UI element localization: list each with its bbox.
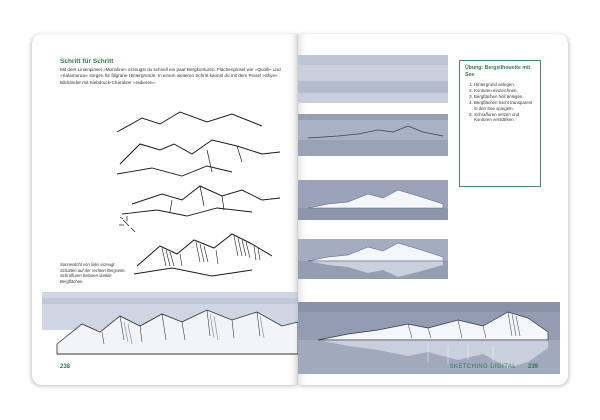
step-panel-3 bbox=[298, 180, 448, 220]
page-number-left: 238 bbox=[60, 364, 71, 370]
exercise-step: 3. Bergflächen hell anlegen. bbox=[474, 94, 535, 100]
exercise-title: Übung: Bergsilhouette mit See bbox=[465, 65, 531, 78]
step-panel-5 bbox=[298, 302, 560, 374]
figure-caption: Sonnenlicht von links erzeugt Schatten auf der rechten Bergseite. Schraffuren betonen dunkle Bergflächen. bbox=[60, 262, 126, 284]
exercise-step: 5. Schraffuren setzen und Konturen verstärken. bbox=[474, 112, 535, 124]
exercise-step: 1. Hintergrund anlegen. bbox=[474, 82, 535, 88]
step-panel-1 bbox=[298, 55, 448, 103]
section-heading: Schritt für Schritt bbox=[60, 58, 114, 65]
left-page bbox=[32, 34, 298, 385]
right-page bbox=[298, 34, 568, 385]
large-mountain-sketch bbox=[42, 292, 298, 362]
step-panel-2 bbox=[298, 114, 448, 156]
exercise-step: 2. Konturen einzeichnen. bbox=[474, 88, 535, 94]
running-title: SKETCHING DIGITAL bbox=[449, 364, 516, 370]
exercise-steps bbox=[465, 82, 535, 123]
exercise-step: 4. Bergflächen leicht transparent in den See spiegeln. bbox=[474, 100, 535, 112]
sketch-step-3 bbox=[112, 176, 282, 226]
exercise-box bbox=[459, 60, 541, 187]
book-spread bbox=[32, 34, 568, 385]
sketch-step-4 bbox=[132, 226, 282, 281]
intro-paragraph: Mit dem Linienpinsel »Monoline« erzeugst du schnell ein paar Bergkonturen. Flächenpinsel wie »Quolli« und »Salamanca« sorgen für filigrane Hintergründe. In einem weiteren Schritt kannst du mit dem Pinsel »Skye« Bildränder mit Siebdruck-Charakter »radieren«. bbox=[60, 67, 281, 85]
step-panel-4 bbox=[298, 239, 448, 279]
page-number-right: 239 bbox=[527, 364, 538, 370]
